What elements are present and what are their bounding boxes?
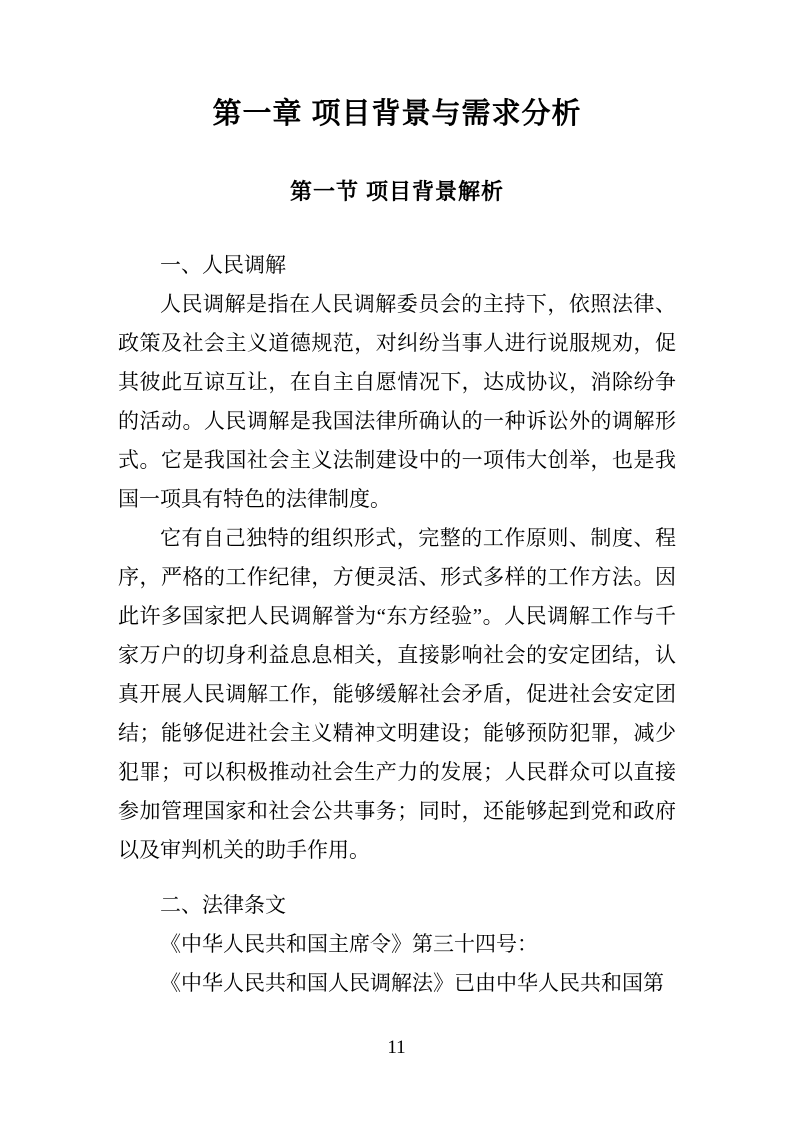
subsection-heading-people-mediation: 一、人民调解 (160, 253, 286, 277)
paragraph-mediation-definition: 人民调解是指在人民调解委员会的主持下，依照法律、政策及社会主义道德规范，对纠纷当事人进行说服规劝，促其彼此互谅互让，在自主自愿情况下，达成协议，消除纷争的活动。人民调解是我国法律所确认的一种诉讼外的调解形式。它是我国社会主义法制建设中的一项伟大创举，也是我国一项具有特色的法律制度。 (118, 292, 676, 511)
section-title: 第一节 项目背景解析 (289, 179, 505, 204)
page-number: 11 (387, 1037, 406, 1058)
document-body (118, 246, 676, 1003)
chapter-title: 第一章 项目背景与需求分析 (212, 98, 582, 130)
paragraph-mediation-significance: 它有自己独特的组织形式，完整的工作原则、制度、程序，严格的工作纪律，方便灵活、形式多样的工作方法。因此许多国家把人民调解誉为“东方经验”。人民调解工作与千家万户的切身利益息息相关，直接影响社会的安定团结，认真开展人民调解工作，能够缓解社会矛盾，促进社会安定团结；能够促进社会主义精神文明建设；能够预防犯罪，减少犯罪；可以积极推动社会生产力的发展；人民群众可以直接参加管理国家和社会公共事务；同时，还能够起到党和政府以及审判机关的助手作用。 (118, 526, 676, 862)
legal-line-presidential-order: 《中华人民共和国主席令》第三十四号： (160, 932, 538, 956)
legal-line-mediation-law: 《中华人民共和国人民调解法》已由中华人民共和国第 (160, 971, 664, 995)
subsection-heading-legal-provisions: 二、法律条文 (160, 893, 286, 917)
